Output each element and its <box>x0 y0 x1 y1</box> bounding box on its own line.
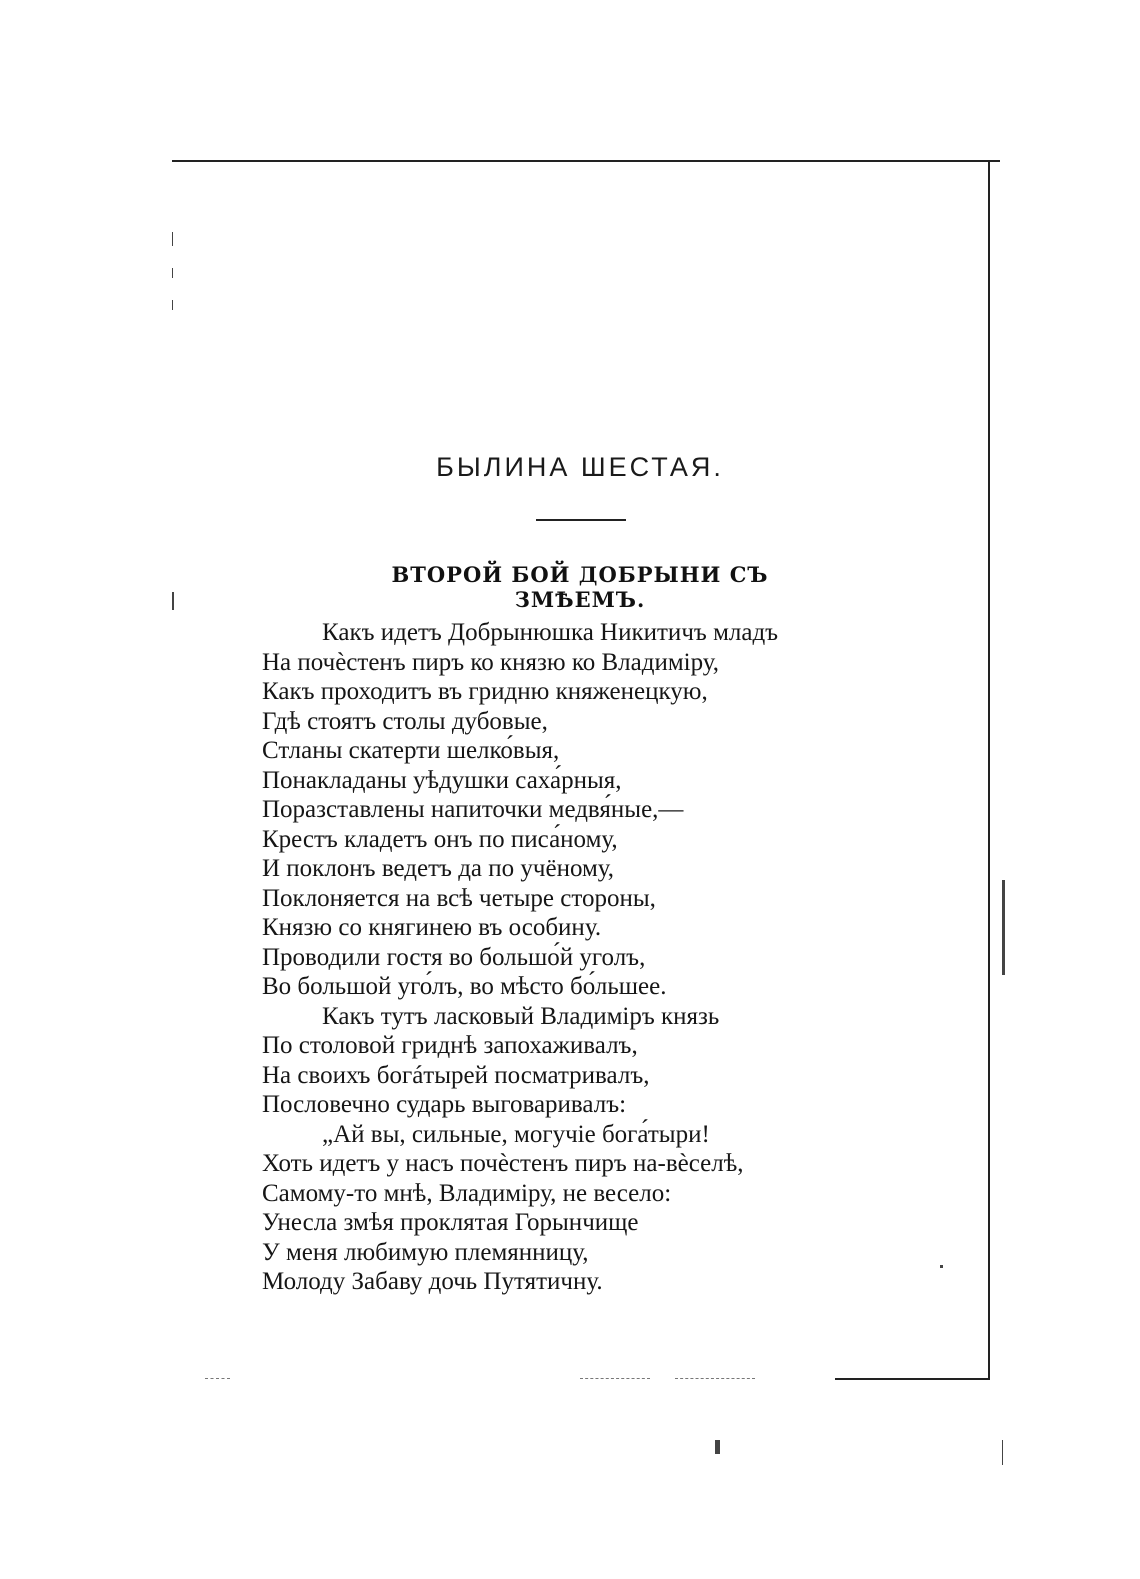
poem-line: Проводили гостя во большо́й уголъ, <box>262 943 646 971</box>
poem-line: Какъ идетъ Добрынюшка Никитичъ младъ <box>322 619 779 646</box>
poem-line: „Ай вы, сильные, могучіе бога́тыри! <box>322 1120 710 1148</box>
poem-line: Молоду Забаву дочь Путятичну. <box>262 1268 603 1295</box>
scan-speck <box>172 268 173 278</box>
poem-line: Крестъ кладетъ онъ по писа́ному, <box>262 825 618 853</box>
poem-line: Князю со княгинею въ особину. <box>262 914 602 941</box>
scan-speck <box>172 592 174 610</box>
poem-line: Самому-то мнѣ, Владиміру, не весело: <box>262 1179 672 1207</box>
poem-line: Поразставлены напиточки медвя́ные,— <box>262 796 684 823</box>
poem-line: Какъ тутъ ласковый Владиміръ князь <box>322 1002 720 1030</box>
page-frame-bottom-dash <box>205 1378 230 1379</box>
poem-line: Гдѣ стоятъ столы дубовые, <box>262 707 548 735</box>
scan-speck <box>1002 880 1005 975</box>
poem-line: Во большой уго́лъ, во мѣсто бо́льшее. <box>262 973 667 1000</box>
poem-line: На почѐстенъ пиръ ко князю ко Владиміру, <box>262 648 720 676</box>
page-frame-bottom-dash <box>580 1378 650 1379</box>
poem-line: Какъ проходитъ въ гридню княженецкую, <box>262 678 708 705</box>
chapter-subtitle: ВТОРОЙ БОЙ ДОБРЫНИ СЪ ЗМѢЕМЪ. <box>391 562 769 612</box>
scan-speck <box>1002 1440 1003 1465</box>
poem-line: И поклонъ ведетъ да по учёному, <box>262 855 615 882</box>
title-divider <box>536 519 626 521</box>
page-frame-bottom-border <box>835 1378 990 1380</box>
poem-line: Понакладаны уѣдушки саха́рныя, <box>262 766 622 794</box>
scan-speck <box>172 300 173 310</box>
poem-line: На своихъ богáтырей посматривалъ, <box>262 1061 650 1089</box>
poem-line: Унесла змѣя проклятая Горынчище <box>262 1209 639 1236</box>
scan-speck <box>715 1440 720 1454</box>
page-frame-right-border <box>988 160 990 1380</box>
page-frame-bottom-dash <box>675 1378 755 1379</box>
scan-speck <box>172 232 173 246</box>
poem-line: Пословечно сударь выговаривалъ: <box>262 1091 627 1118</box>
poem-line: У меня любимую племянницу, <box>262 1238 589 1266</box>
poem-line: Поклоняется на всѣ четыре стороны, <box>262 884 656 912</box>
poem-line: Хоть идетъ у насъ почѐстенъ пиръ на-вѐселѣ, <box>262 1150 744 1177</box>
page-title: БЫЛИНА ШЕСТАЯ. <box>436 452 724 482</box>
poem-text <box>262 618 962 1297</box>
poem-line: Стланы скатерти шелко́выя, <box>262 737 560 764</box>
page-frame-top-border <box>172 160 1000 162</box>
poem-line: По столовой гриднѣ запохаживалъ, <box>262 1032 638 1059</box>
